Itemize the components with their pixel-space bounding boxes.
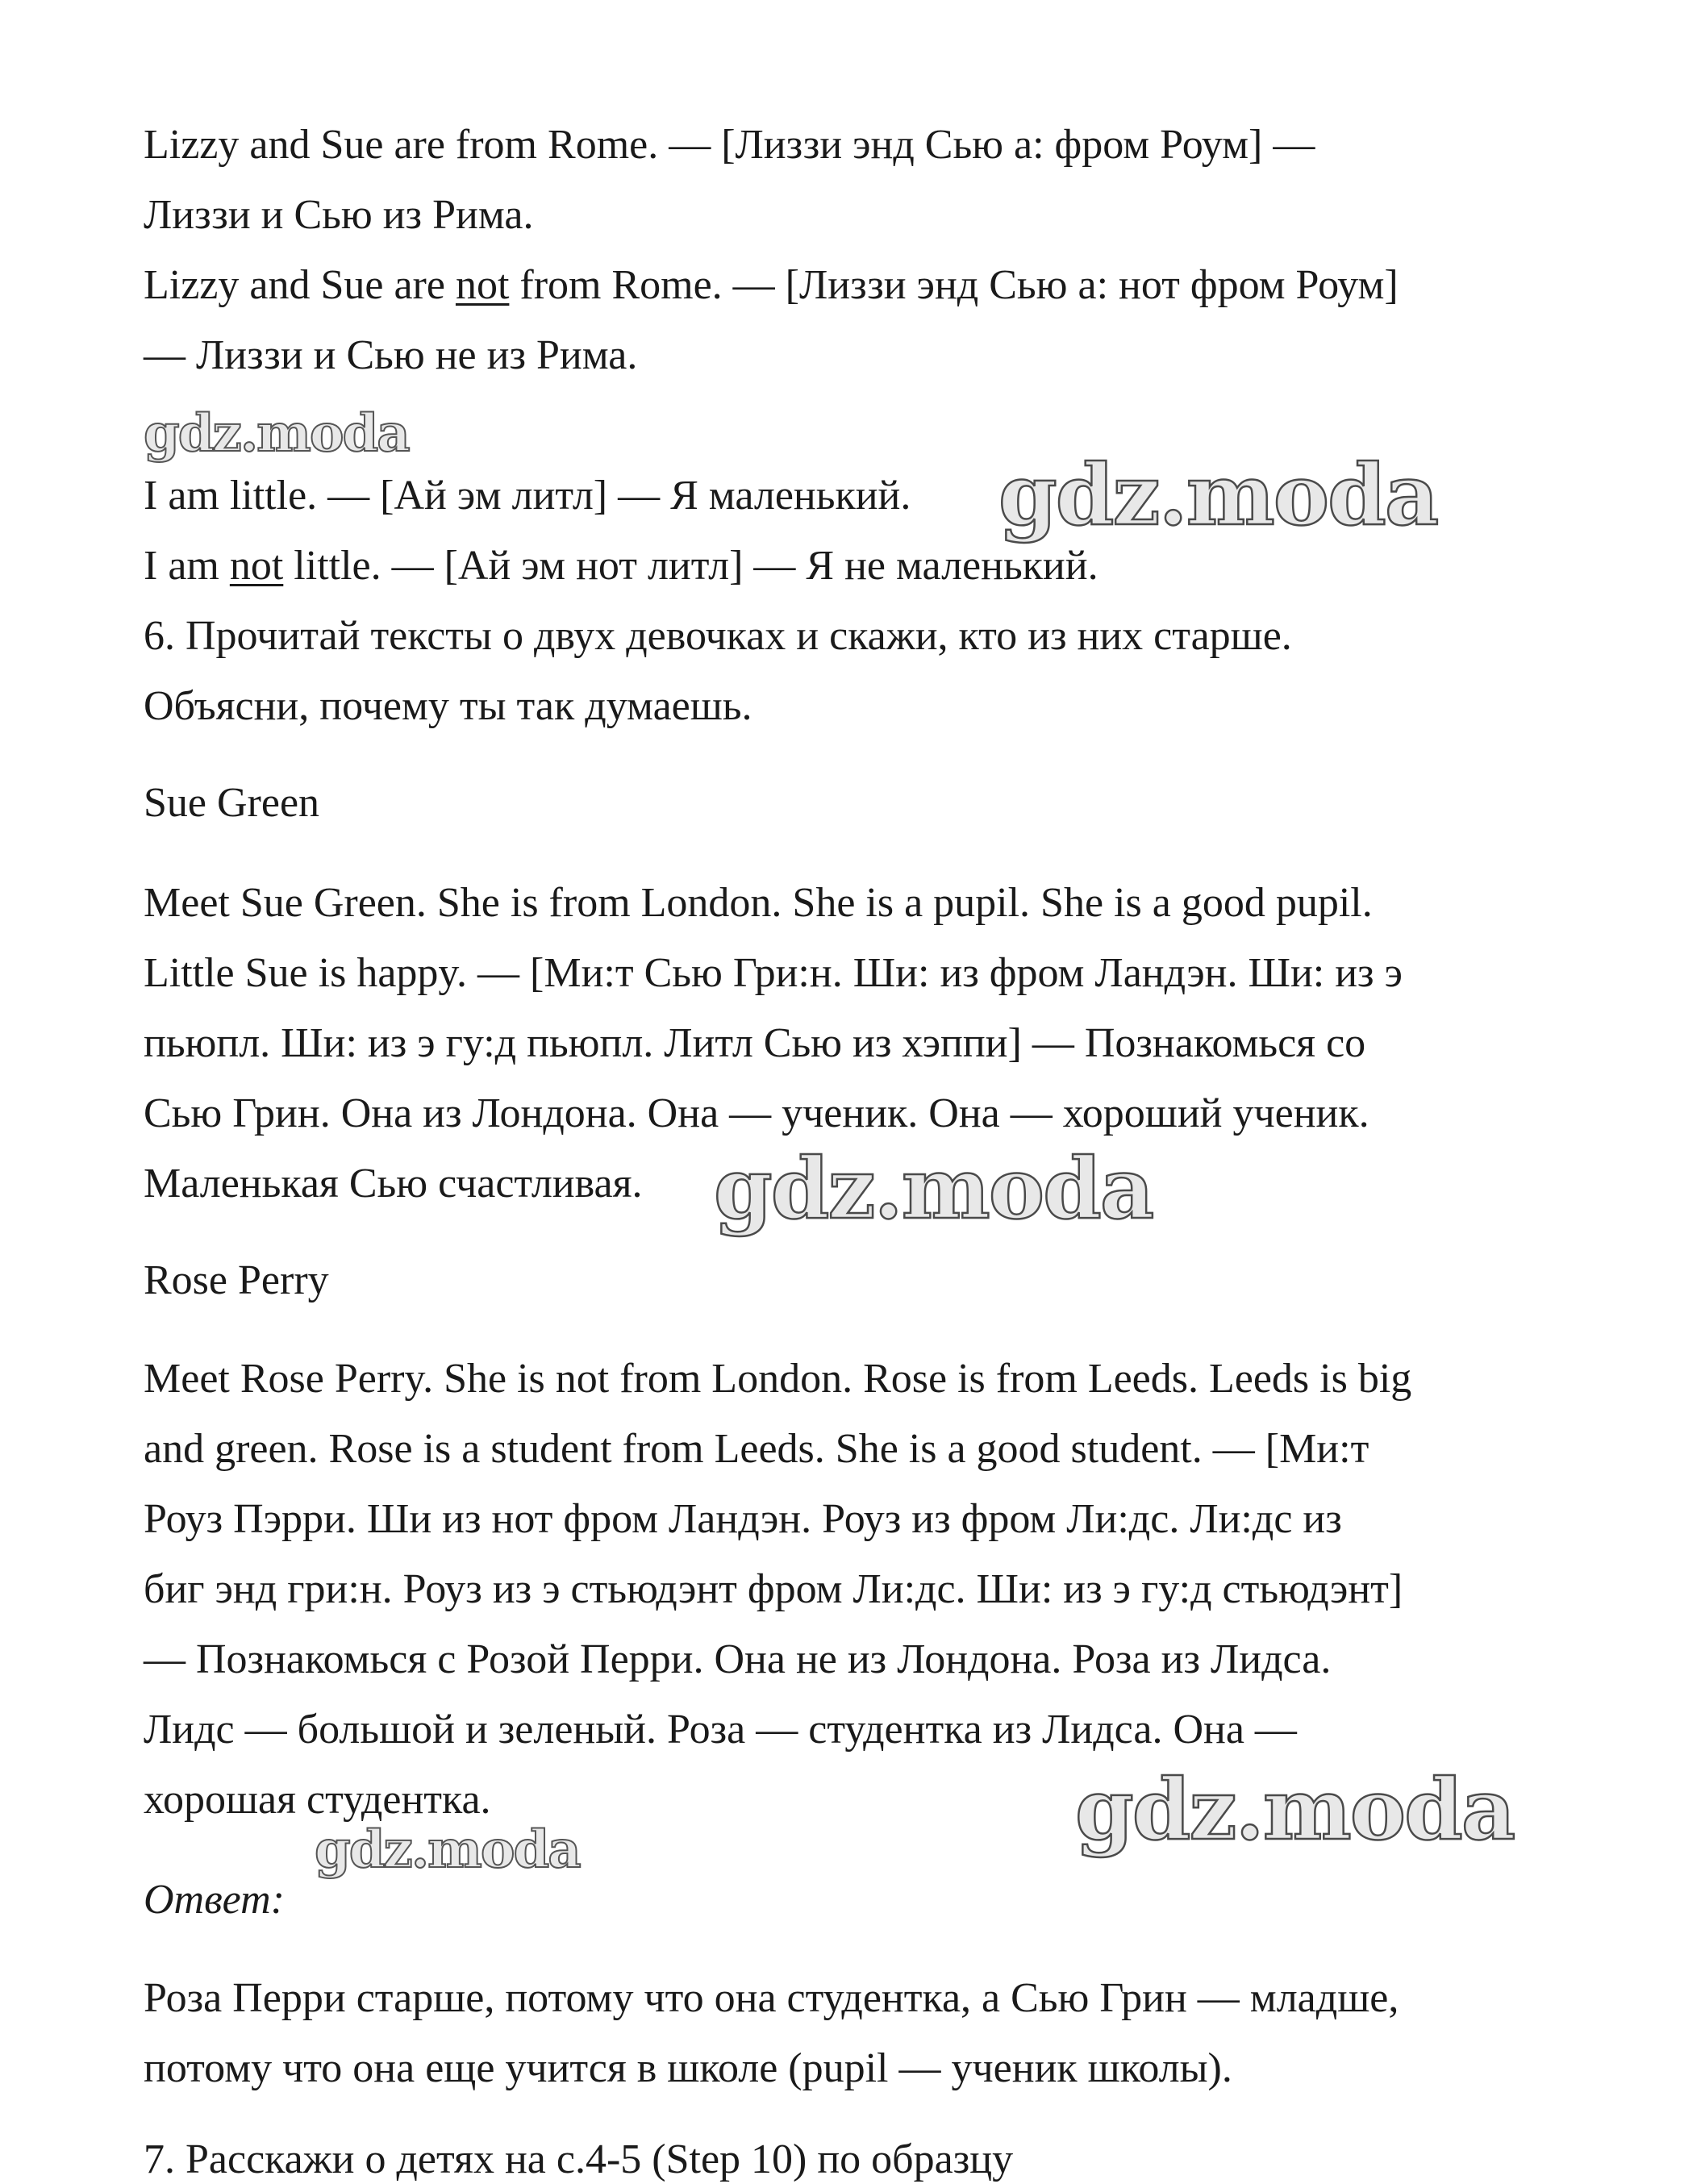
text-line: Роуз Пэрри. Ши из нот фром Ландэн. Роуз из фром Ли:дс. Ли:дс из bbox=[144, 1496, 1342, 1542]
watermark-logo: gdz.moda bbox=[714, 1139, 1153, 1238]
text-line: Lizzy and Sue are from Rome. — [Лиззи энд Сью а: фром Роум] — bbox=[144, 122, 1315, 168]
text-line: Маленькая Сью счастливая. bbox=[144, 1161, 643, 1207]
text-line: — Лиззи и Сью не из Рима. bbox=[144, 332, 638, 378]
text-line: хорошая студентка. bbox=[144, 1777, 491, 1823]
text-line: Лидс — большой и зеленый. Роза — студентка из Лидса. Она — bbox=[144, 1707, 1297, 1753]
cut-off-line: 7. Расскажи о детях на с.4-5 (Step 10) по образцу bbox=[144, 2136, 1014, 2182]
watermark-logo: gdz.moda bbox=[144, 403, 409, 464]
text-line: Meet Sue Green. She is from London. She is a pupil. She is a good pupil. bbox=[144, 880, 1373, 926]
text-line: пьюпл. Ши: из э гу:д пьюпл. Литл Сью из хэппи] — Познакомься со bbox=[144, 1020, 1366, 1066]
text-line: Объясни, почему ты так думаешь. bbox=[144, 683, 752, 729]
underlined-word: not bbox=[455, 262, 510, 308]
text-line: Lizzy and Sue are not from Rome. — [Лиззи энд Сью а: нот фром Роум] bbox=[144, 262, 1399, 308]
section-title: Rose Perry bbox=[144, 1257, 329, 1303]
text-line: I am not little. — [Ай эм нот литл] — Я не маленький. bbox=[144, 543, 1098, 589]
text-line: Лиззи и Сью из Рима. bbox=[144, 192, 534, 238]
answer-text: Роза Перри старше, потому что она студентка, а Сью Грин — младше, bbox=[144, 1975, 1399, 2021]
watermark-logo: gdz.moda bbox=[315, 1819, 580, 1880]
text-line: — Познакомься с Розой Перри. Она не из Лондона. Роза из Лидса. bbox=[144, 1636, 1332, 1682]
text-line: and green. Rose is a student from Leeds. She is a good student. — [Ми:т bbox=[144, 1426, 1369, 1472]
answer-text: потому что она еще учится в школе (pupil — ученик школы). bbox=[144, 2045, 1232, 2091]
text-line: Little Sue is happy. — [Ми:т Сью Гри:н. Ши: из фром Ландэн. Ши: из э bbox=[144, 950, 1403, 996]
underlined-word: not bbox=[229, 543, 284, 589]
text-line: биг энд гри:н. Роуз из э стьюдэнт фром Ли:дс. Ши: из э гу:д стьюдэнт] bbox=[144, 1566, 1403, 1612]
watermark-logo: gdz.moda bbox=[998, 445, 1438, 544]
text-line: Сью Грин. Она из Лондона. Она — ученик. Она — хороший ученик. bbox=[144, 1090, 1369, 1136]
answer-label: Ответ: bbox=[144, 1877, 285, 1923]
exercise-heading: 6. Прочитай тексты о двух девочках и скажи, кто из них старше. bbox=[144, 613, 1292, 659]
text-line: I am little. — [Ай эм литл] — Я маленький. bbox=[144, 473, 911, 519]
section-title: Sue Green bbox=[144, 780, 320, 826]
text-line: Meet Rose Perry. She is not from London. Rose is from Leeds. Leeds is big bbox=[144, 1356, 1412, 1402]
watermark-logo: gdz.moda bbox=[1075, 1760, 1515, 1859]
